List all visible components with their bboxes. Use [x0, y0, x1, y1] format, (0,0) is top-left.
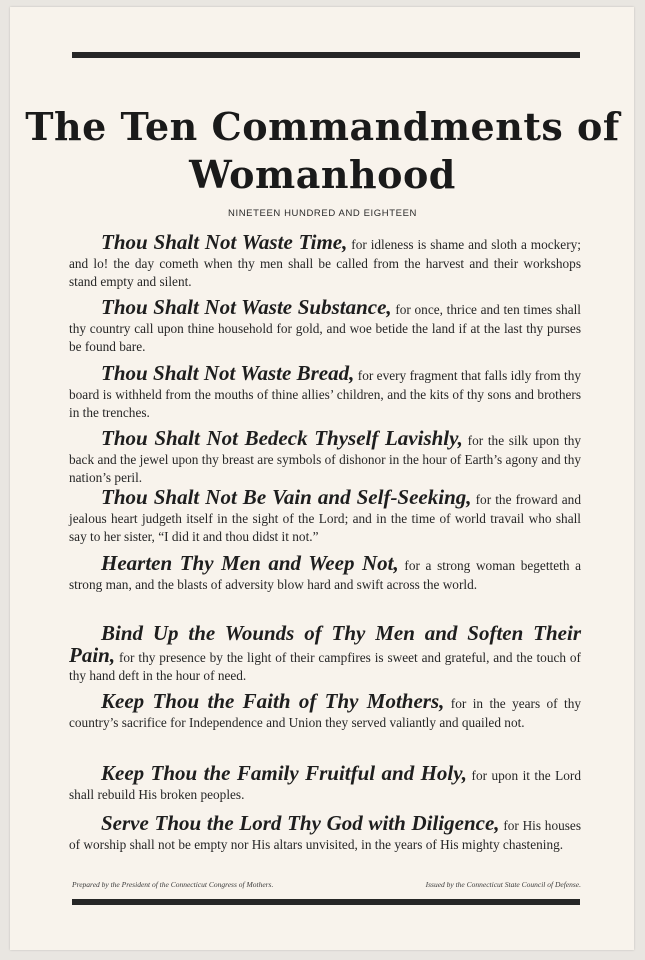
commandment-9: [69, 761, 581, 804]
commandment-heading: Bind Up the Wounds of Thy Men and Soften Their Pain,: [69, 621, 581, 667]
commandment-3: [69, 361, 581, 423]
commandment-1: [69, 230, 581, 292]
commandment-text: for thy presence by the light of their campfires is sweet and grateful, and the touch of thy hand deft in the hour of need.: [69, 649, 581, 683]
footer-credit-left: Prepared by the President of the Connecticut Congress of Mothers.: [72, 880, 274, 889]
commandment-heading: Thou Shalt Not Bedeck Thyself Lavishly,: [101, 426, 463, 450]
commandment-text: for in the years of thy country’s sacrifice for Independence and Union they served valiantly and quailed not.: [69, 696, 581, 730]
commandment-4: [69, 426, 581, 488]
commandment-text: for the froward and jealous heart judgeth itself in the sight of the Lord; and in the time of world travail who shall say to her sister, “I did it and thou didst it not.”: [69, 492, 581, 544]
commandment-heading: Keep Thou the Family Fruitful and Holy,: [101, 761, 468, 785]
commandment-text: for once, thrice and ten times shall thy country call upon thine household for gold, and woe betide the land if at the last thy purses be found bare.: [69, 302, 581, 354]
commandment-text: for idleness is shame and sloth a mockery; and lo! the day cometh when thy men shall be called from the harvest and their workshops stand empty and silent.: [69, 237, 581, 289]
commandment-text: for a strong woman begetteth a strong man, and the blasts of adversity blow hard and swift across the world.: [69, 558, 581, 592]
commandment-heading: Thou Shalt Not Waste Time,: [101, 230, 348, 254]
commandment-text: for upon it the Lord shall rebuild His broken peoples.: [69, 768, 581, 802]
commandment-10: [69, 811, 582, 854]
footer-credit-right: Issued by the Connecticut State Council of Defense.: [425, 880, 581, 889]
poster-title-line-2: Womanhood: [189, 152, 456, 197]
commandment-text: for every fragment that falls idly from thy board is withheld from the mouths of thine allies’ children, and the kits of thy sons and brothers in the trenches.: [69, 368, 581, 420]
commandment-heading: Hearten Thy Men and Weep Not,: [101, 551, 399, 575]
commandment-2: [69, 295, 581, 357]
commandment-heading: Keep Thou the Faith of Thy Mothers,: [101, 689, 445, 713]
commandment-8: [69, 689, 581, 732]
commandment-heading: Thou Shalt Not Waste Substance,: [101, 295, 392, 319]
commandment-6: [69, 551, 581, 594]
commandment-heading: Thou Shalt Not Waste Bread,: [101, 361, 355, 385]
commandment-heading: Serve Thou the Lord Thy God with Diligence,: [101, 811, 500, 835]
commandment-heading: Thou Shalt Not Be Vain and Self-Seeking,: [101, 485, 472, 509]
commandment-5: [69, 485, 581, 547]
commandment-text: for His houses of worship shall not be empty nor His altars unvisited, in the years of His mighty chastening.: [69, 818, 582, 852]
poster-title-line-1: The Ten Commandments of: [25, 104, 620, 149]
top-rule: [72, 52, 580, 58]
bottom-rule: [72, 899, 580, 905]
commandment-text: for the silk upon thy back and the jewel upon thy breast are symbols of dishonor in the hour of Earth’s agony and thy nation’s peril.: [69, 433, 581, 485]
commandment-7: [69, 621, 581, 686]
poster-subtitle: NINETEEN HUNDRED AND EIGHTEEN: [228, 208, 417, 219]
